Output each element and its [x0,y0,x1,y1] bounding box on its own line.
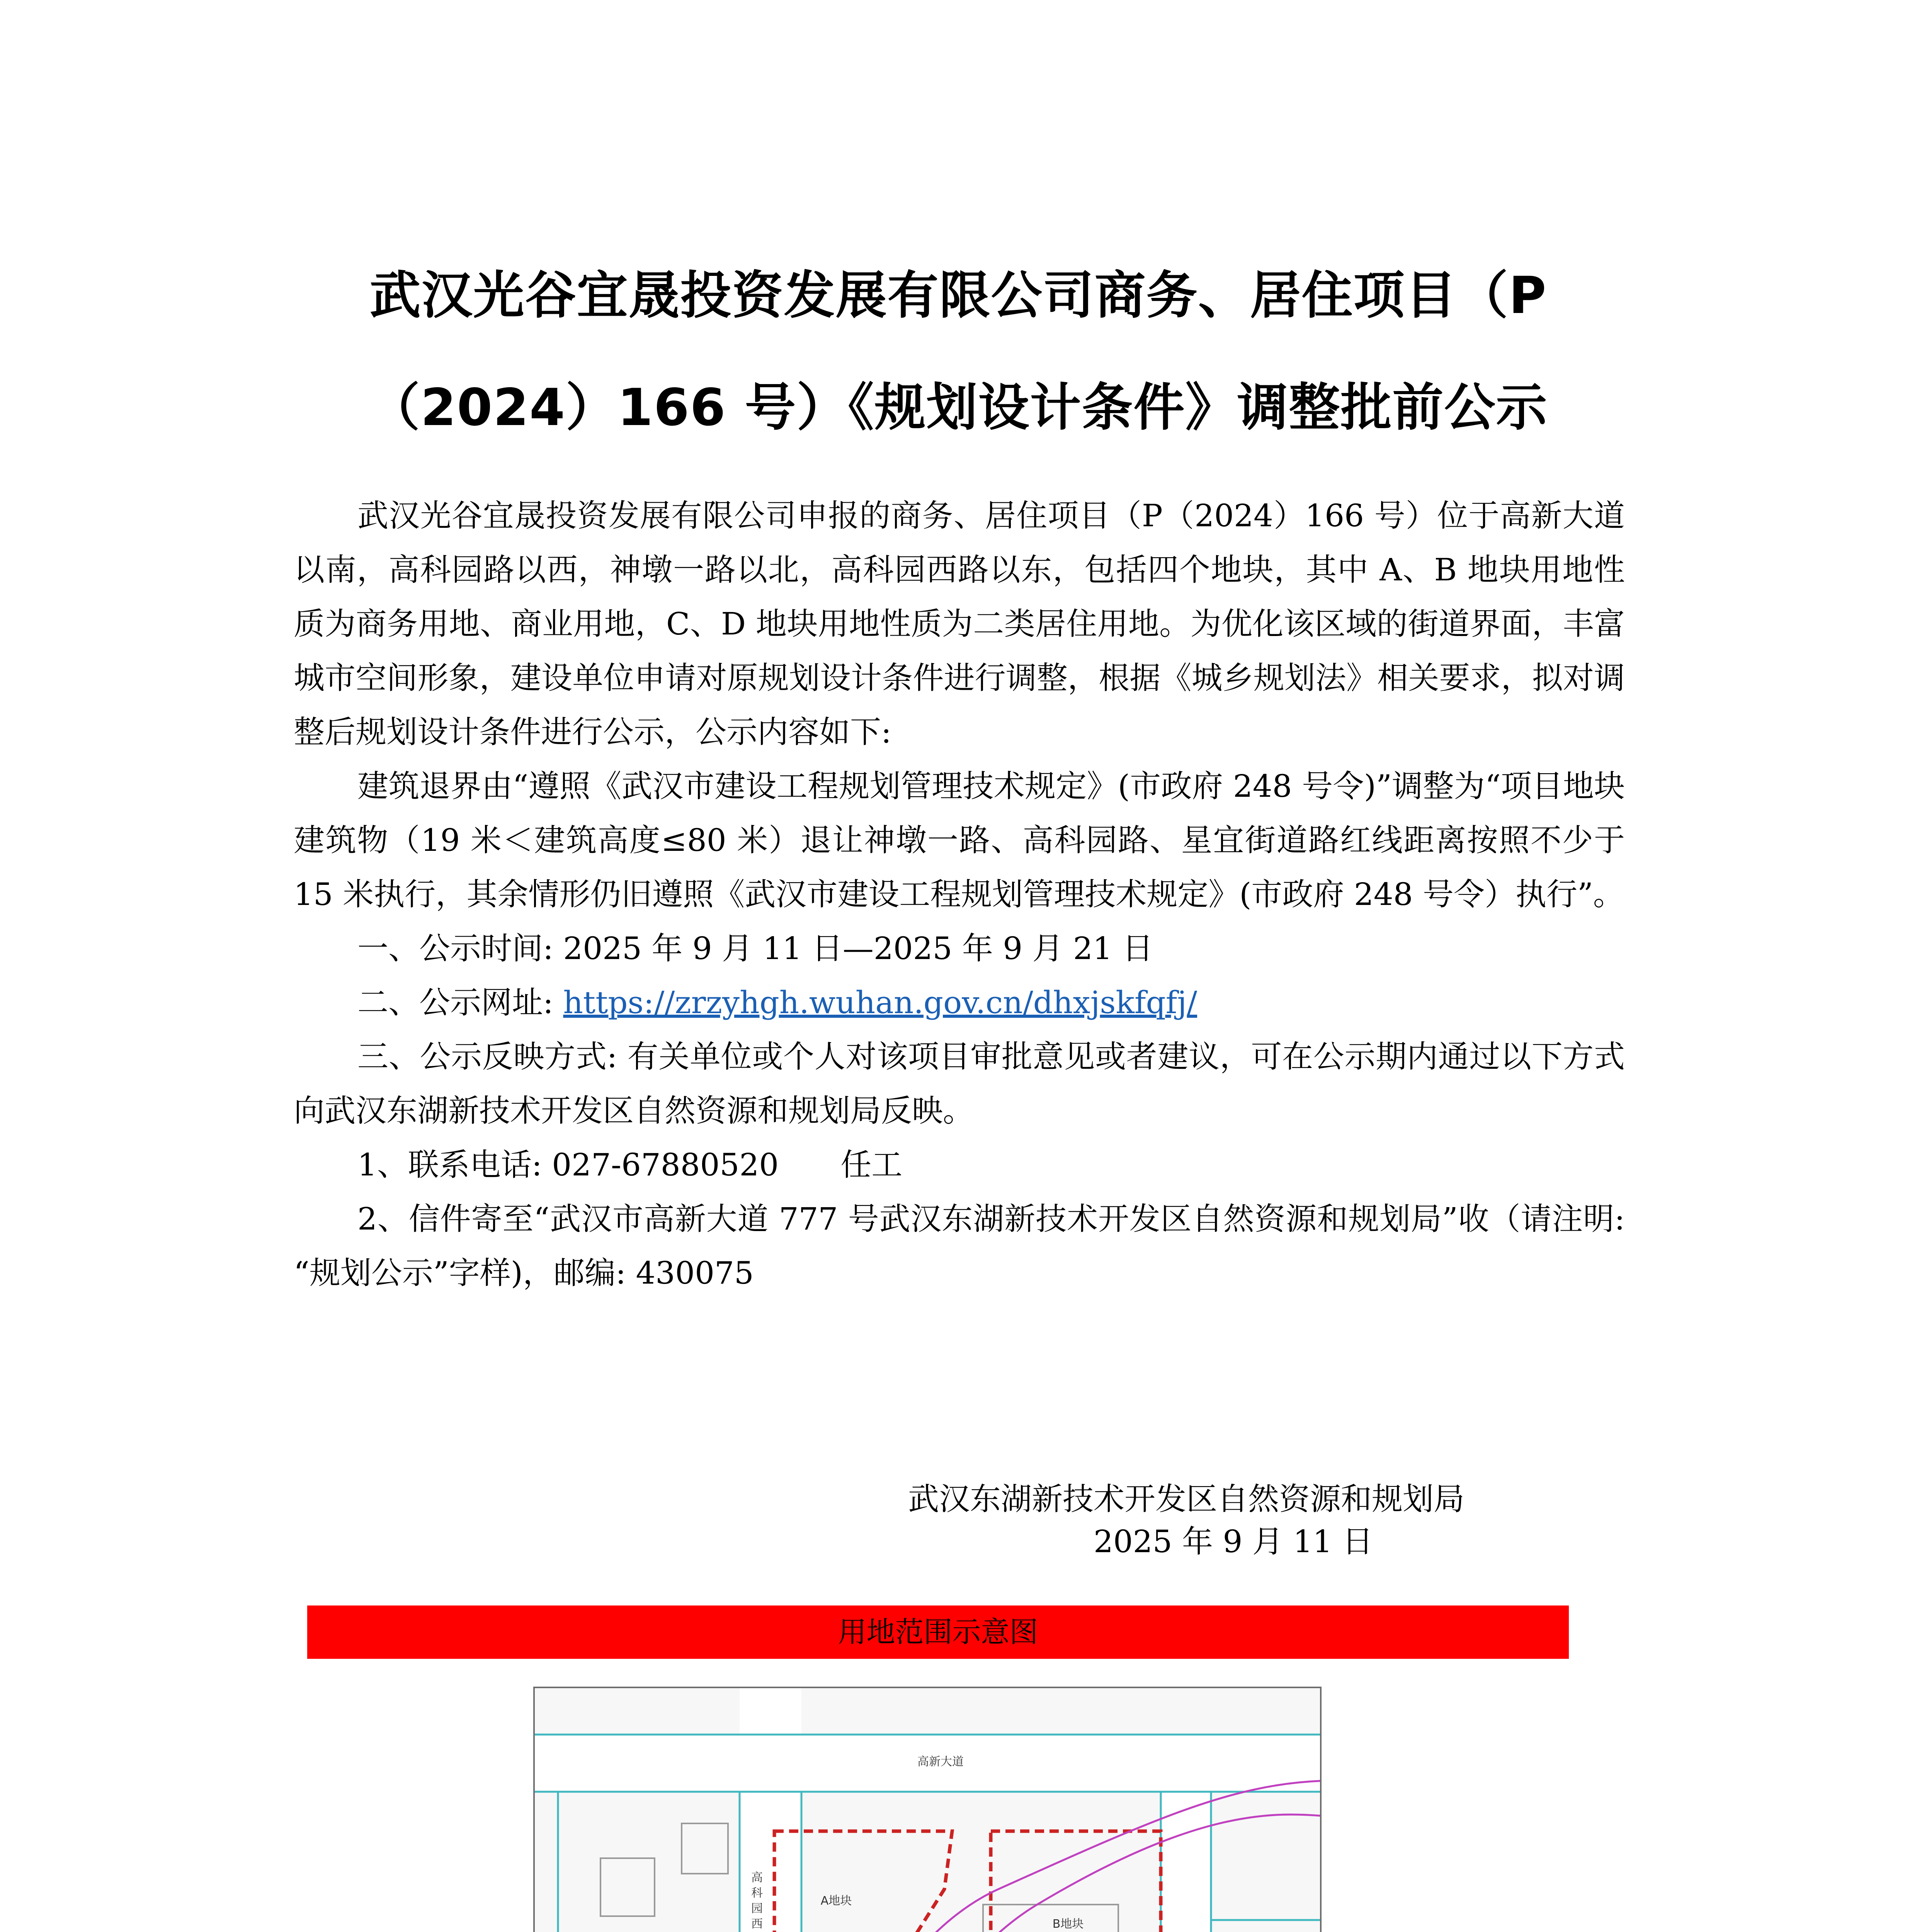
signature-block [908,1478,1642,1563]
paragraph-time: 一、公示时间: 2025 年 9 月 11 日—2025 年 9 月 21 日 [357,930,1153,966]
label-road-west-char: 科 [751,1886,763,1900]
paragraph-mail: 2、信件寄至“武汉市高新大道 777 号武汉东湖新技术开发区自然资源和规划局”收（请注明: “规划公示”字样)，邮编: 430075 [294,1201,1625,1291]
label-road-west-char: 西 [751,1917,763,1931]
paragraph-phone: 1、联系电话: 027-67880520 任工 [357,1147,903,1183]
signature-org: 武汉东湖新技术开发区自然资源和规划局 [908,1481,1465,1517]
site-map [533,1687,1322,1932]
site-map-drawing [535,1688,1320,1932]
label-road-north: 高新大道 [917,1755,964,1769]
paragraph-intro: 武汉光谷宜晟投资发展有限公司申报的商务、居住项目（P（2024）166 号）位于高新大道以南，高科园路以西，神墩一路以北，高科园西路以东，包括四个地块，其中 A、B 地块用地性质为商务用地、商业用地，C、D 地块用地性质为二类居住用地。为优化该区域的街道界面，丰富城市空间形象，建设单位申请对原规划设计条件进行调整，根据《城乡规划法》相关要求，拟对调整后规划设计条件进行公示，公示内容如下: [294,498,1625,750]
signature-date: 2025 年 9 月 11 日 [1094,1524,1373,1560]
label-plot-a: A地块 [820,1894,852,1908]
document-title [294,240,1623,464]
title-line-2: （2024）166 号）《规划设计条件》调整批前公示 [369,378,1548,437]
label-road-west-char: 高 [751,1871,763,1884]
label-road-west-char: 园 [751,1902,763,1915]
paragraph-website [294,976,1625,1030]
title-line-1: 武汉光谷宜晟投资发展有限公司商务、居住项目（P [369,266,1547,325]
paragraph-setback: 建筑退界由“遵照《武汉市建设工程规划管理技术规定》(市政府 248 号令)”调整为“项目地块建筑物（19 米＜建筑高度≤80 米）退让神墩一路、高科园路、星宜街道路红线距离按照不少于 15 米执行，其余情形仍旧遵照《武汉市建设工程规划管理技术规定》(市政府 248 号令）执行”。 [294,768,1625,912]
website-label: 二、公示网址: [357,985,563,1020]
website-link[interactable]: https://zrzyhgh.wuhan.gov.cn/dhxjskfqfj/ [563,985,1197,1020]
notice-body [294,489,1625,1300]
road-west-area [740,1688,801,1932]
map-banner: 用地范围示意图 [307,1605,1569,1659]
paragraph-feedback: 三、公示反映方式: 有关单位或个人对该项目审批意见或者建议，可在公示期内通过以下方式向武汉东湖新技术开发区自然资源和规划局反映。 [294,1039,1625,1129]
label-plot-b: B地块 [1052,1917,1084,1931]
